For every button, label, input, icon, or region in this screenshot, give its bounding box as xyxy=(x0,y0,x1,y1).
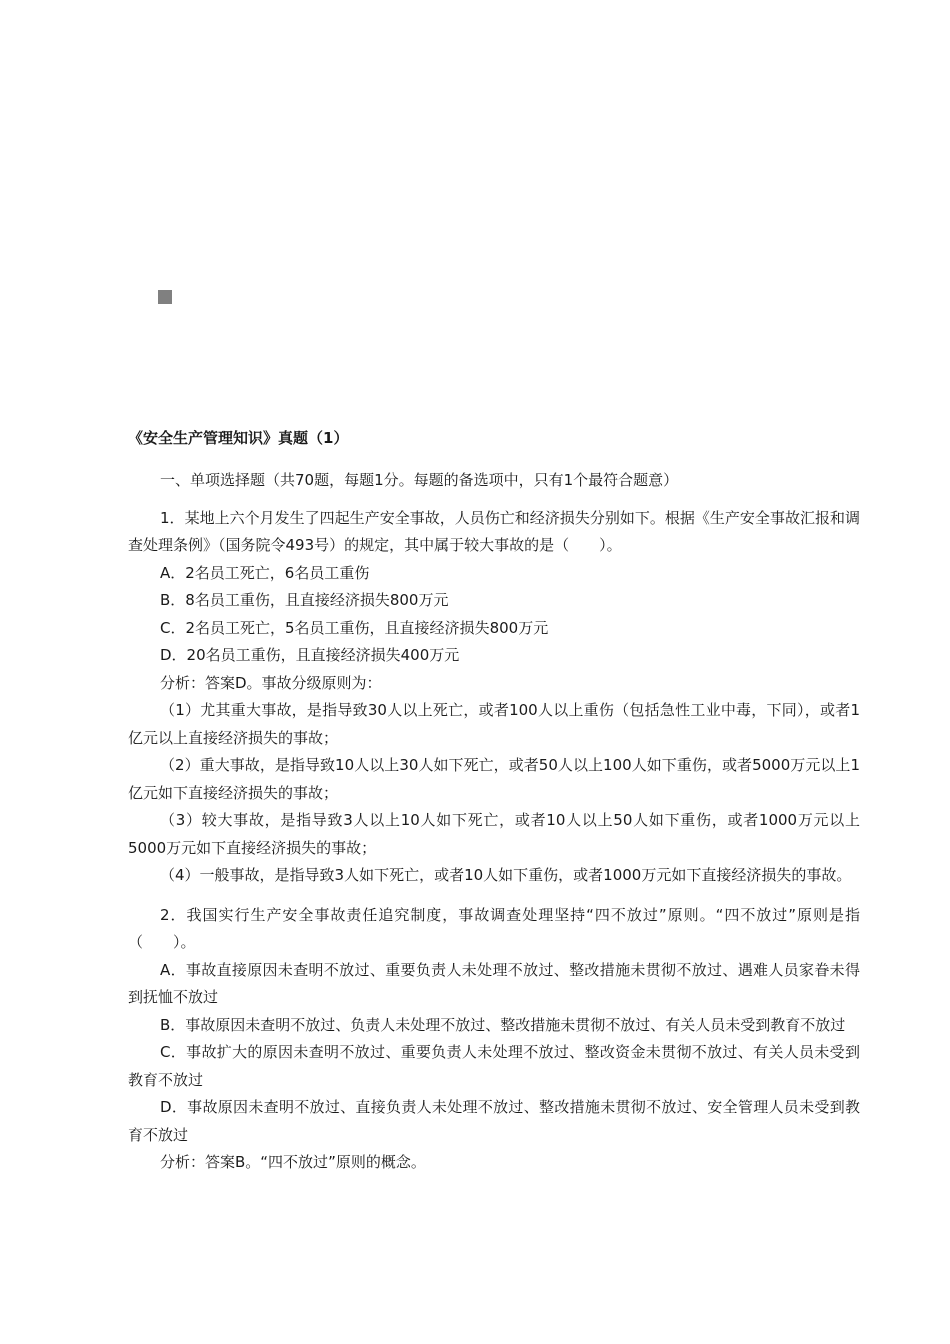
option-d: D．事故原因未查明不放过、直接负责人未处理不放过、整改措施未贯彻不放过、安全管理人员未受到教育不放过 xyxy=(128,1098,860,1144)
placeholder-image-marker xyxy=(158,290,172,304)
option-d: D．20名员工重伤，且直接经济损失400万元 xyxy=(160,646,460,664)
analysis: 分析：答案B。“四不放过”原则的概念。 xyxy=(160,1153,426,1171)
question-2 xyxy=(128,902,860,1177)
analysis-point: （4）一般事故，是指导致3人如下死亡，或者10人如下重伤，或者1000万元如下直接经济损失的事故。 xyxy=(160,866,852,884)
option-a: A．事故直接原因未查明不放过、重要负责人未处理不放过、整改措施未贯彻不放过、遇难人员家眷未得到抚恤不放过 xyxy=(128,960,860,1006)
analysis: 分析：答案D。事故分级原则为： xyxy=(160,673,382,692)
analysis-point: （2）重大事故，是指导致10人以上30人如下死亡，或者50人以上100人如下重伤，或者5000万元以上1亿元如下直接经济损失的事故； xyxy=(128,756,860,802)
question-stem: 1．某地上六个月发生了四起生产安全事故，人员伤亡和经济损失分别如下。根据《生产安全事故汇报和调查处理条例》（国务院令493号）的规定，其中属于较大事故的是（ ）。 xyxy=(128,508,860,554)
section-heading: 一、单项选择题（共70题，每题1分。每题的备选项中，只有1个最符合题意） xyxy=(160,471,679,489)
analysis-point: （1）尤其重大事故，是指导致30人以上死亡，或者100人以上重伤（包括急性工业中毒，下同），或者1亿元以上直接经济损失的事故； xyxy=(128,701,860,747)
document-body xyxy=(128,425,860,1177)
analysis-point: （3）较大事故，是指导致3人以上10人如下死亡，或者10人以上50人如下重伤，或者1000万元以上5000万元如下直接经济损失的事故； xyxy=(128,811,860,857)
option-b: B．事故原因未查明不放过、负责人未处理不放过、整改措施未贯彻不放过、有关人员未受到教育不放过 xyxy=(160,1015,846,1034)
option-a: A．2名员工死亡，6名员工重伤 xyxy=(160,563,370,582)
option-c: C．2名员工死亡，5名员工重伤，且直接经济损失800万元 xyxy=(160,618,549,637)
option-c: C．事故扩大的原因未查明不放过、重要负责人未处理不放过、整改资金未贯彻不放过、有关人员未受到教育不放过 xyxy=(128,1043,860,1089)
option-b: B．8名员工重伤，且直接经济损失800万元 xyxy=(160,591,449,609)
document-title: 《安全生产管理知识》真题（1） xyxy=(128,429,349,447)
question-1 xyxy=(128,505,860,890)
question-stem: 2．我国实行生产安全事故责任追究制度，事故调查处理坚持“四不放过”原则。“四不放过”原则是指（ ）。 xyxy=(128,905,860,951)
